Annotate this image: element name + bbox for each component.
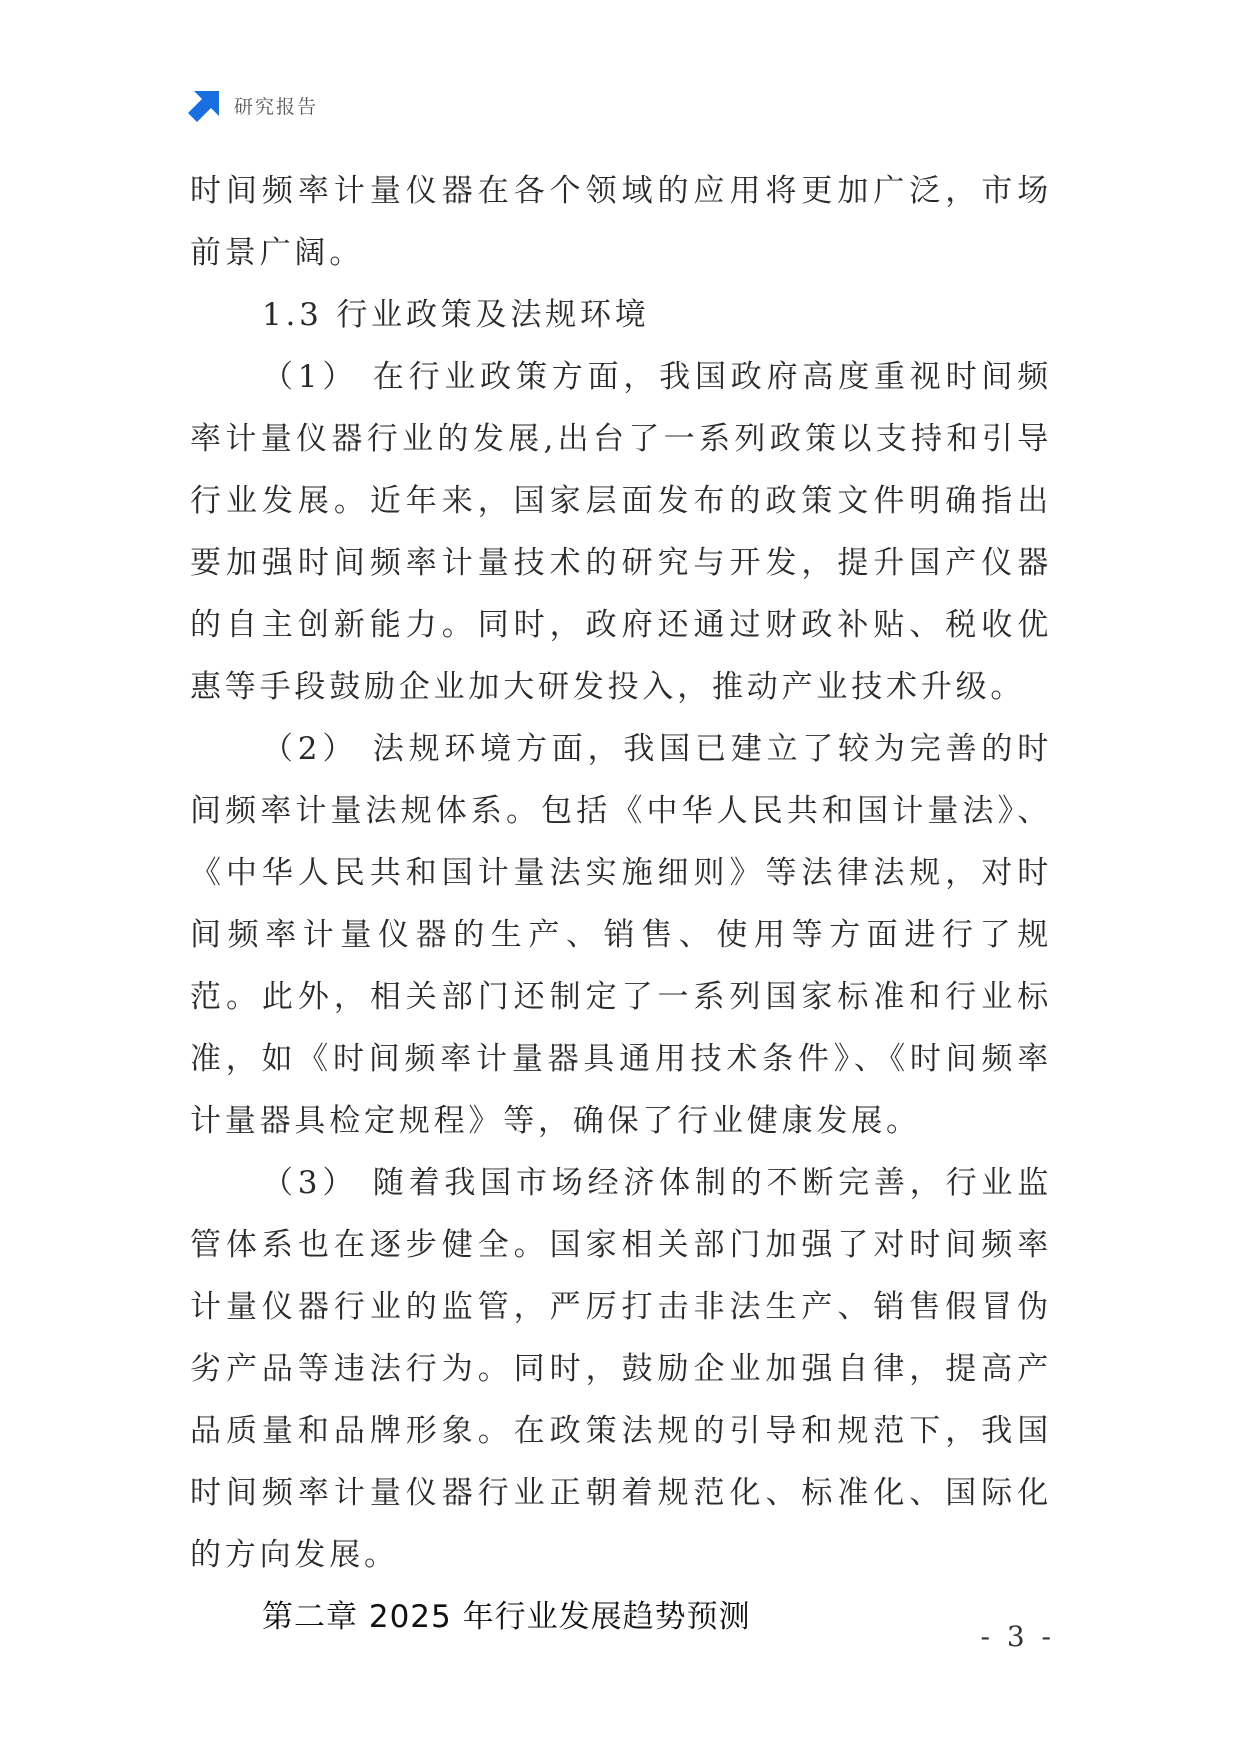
continuation-paragraph: 时间频率计量仪器在各个领域的应用将更加广泛，市场前景广阔。 [190, 173, 1052, 271]
section-heading: 1.3 行业政策及法规环境 [262, 297, 650, 333]
regulation-paragraph: （2） 法规环境方面，我国已建立了较为完善的时间频率计量法规体系。包括《中华人民共和国计量法》、《中华人民共和国计量法实施细则》等法律法规，对时间频率计量仪器的生产、销售、使用等方面进行了规范。此外，相关部门还制定了一系列国家标准和行业标准，如《时间频率计量器具通用技术条件》、《时间频率计量器具检定规程》等，确保了行业健康发展。 [190, 731, 1052, 1139]
report-label: 研究报告 [234, 95, 319, 118]
page-number: - 3 - [980, 1620, 1055, 1653]
policy-paragraph: （1） 在行业政策方面，我国政府高度重视时间频率计量仪器行业的发展,出台了一系列政策以支持和引导行业发展。近年来，国家层面发布的政策文件明确指出要加强时间频率计量技术的研究与开发，提升国产仪器的自主创新能力。同时，政府还通过财政补贴、税收优惠等手段鼓励企业加大研发投入，推动产业技术升级。 [190, 359, 1052, 705]
document-body [190, 160, 1052, 1648]
chapter-heading: 第二章 2025 年行业发展趋势预测 [262, 1599, 751, 1635]
arrow-up-right-icon [188, 88, 222, 122]
supervision-paragraph: （3） 随着我国市场经济体制的不断完善，行业监管体系也在逐步健全。国家相关部门加强了对时间频率计量仪器行业的监管，严厉打击非法生产、销售假冒伪劣产品等违法行为。同时，鼓励企业加强自律，提高产品质量和品牌形象。在政策法规的引导和规范下，我国时间频率计量仪器行业正朝着规范化、标准化、国际化的方向发展。 [190, 1165, 1052, 1573]
page-header [188, 88, 318, 122]
